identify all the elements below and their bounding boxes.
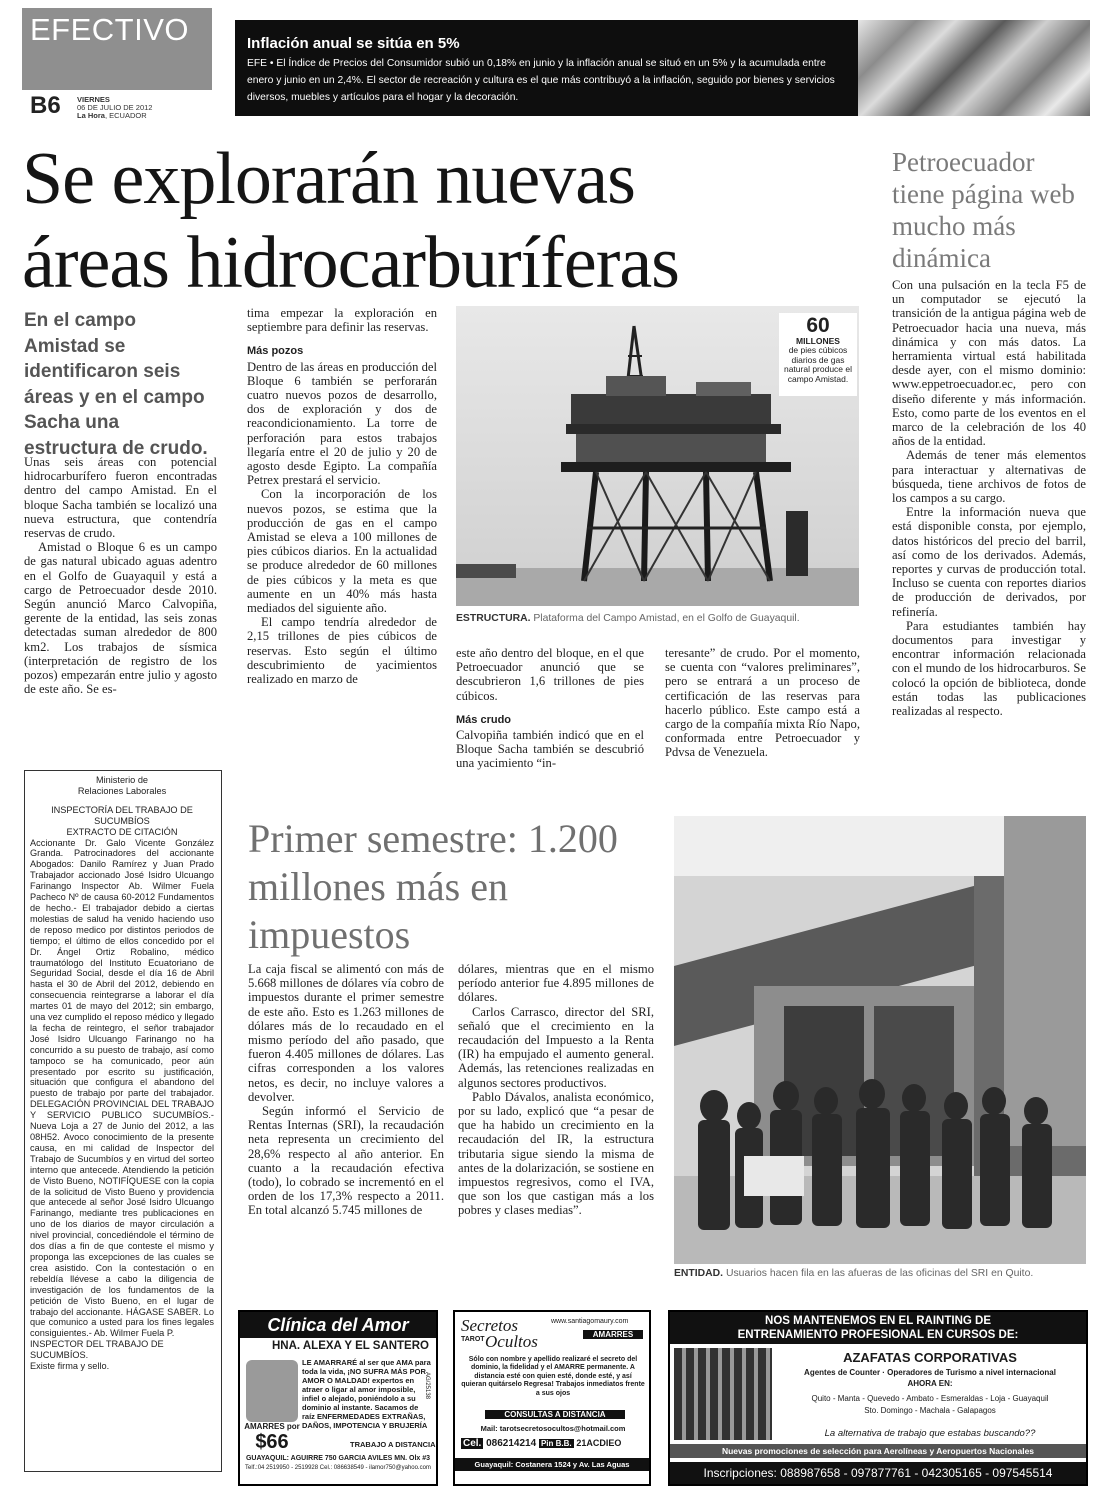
stat-text: de pies cúbicos diarios de gas natural produce el campo Amistad. bbox=[783, 345, 853, 384]
ad1-title: Clínica del Amor bbox=[267, 1315, 409, 1335]
ad3-cities-2: Sto. Domingo - Machala - Galapagos bbox=[864, 1406, 996, 1415]
ad1-address: GUAYAQUIL: AGUIRRE 750 GARCIA AVILES MN. Olx #3 bbox=[245, 1455, 431, 1462]
caption-label: ENTIDAD. bbox=[674, 1268, 724, 1279]
ad2-pin-label: Pin B.B. bbox=[540, 1439, 572, 1448]
stat-unit: MILLONES bbox=[796, 336, 840, 346]
legal-subtitle: EXTRACTO DE CITACIÓN bbox=[66, 826, 178, 837]
paragraph: Carlos Carrasco, director del SRI, señaló que el crecimiento en la recaudación del Impuesto a la Renta (IR) ha empujado el aumento general. Además, las retenciones realizadas en algunos sectores productivos. bbox=[458, 1004, 654, 1090]
photo-caption bbox=[456, 613, 860, 624]
paragraph: tima empezar la exploración en septiembre para definir las reservas. bbox=[247, 306, 437, 335]
paragraph: Con la incorporación de los nuevos pozos, se estima que la producción de gas en el campo Amistad se eleva a 100 millones de pies cúbicos diarios. En la actualidad se produce alrededor de 60 millones de pies cúbicos y la meta es que aumente en un 40% más hasta mediados del siguiente año. bbox=[247, 487, 437, 616]
caption-text: Usuarios hacen fila en las afueras de las oficinas del SRI en Quito. bbox=[723, 1268, 1034, 1279]
paragraph: Pablo Dávalos, analista económico, por su lado, explicó que “a pesar de que ha habido un crecimiento en la recaudación del IR, la estructura tributaria sigue siendo la misma de antes de la dolarización, se sostiene en impuestos regresivos, como el IVA, que son los que castigan más a los pobres y clases medias”. bbox=[458, 1089, 654, 1218]
date: 06 DE JULIO DE 2012 bbox=[77, 103, 153, 112]
country: , ECUADOR bbox=[104, 111, 147, 120]
main-headline bbox=[22, 137, 862, 305]
ad-clinica-del-amor bbox=[238, 1310, 438, 1486]
subhead-mas-pozos: Más pozos bbox=[247, 345, 304, 358]
ad2-contact-row bbox=[461, 1438, 645, 1449]
sri-queue-illustration bbox=[674, 816, 1086, 1264]
side-story-body bbox=[892, 278, 1086, 718]
tax-column-1 bbox=[248, 962, 444, 1218]
paragraph: El campo tendría alrededor de 2,15 trillones de pies cúbicos de reservas. Esto según el último descubrimiento de yacimientos realizado en marzo de bbox=[247, 615, 437, 687]
caption-label: ESTRUCTURA. bbox=[456, 613, 531, 624]
ad2-cel: 086214214 bbox=[486, 1438, 537, 1449]
stat-callout bbox=[779, 313, 857, 396]
headline-line-2: áreas hidrocarburíferas bbox=[22, 222, 679, 304]
page-number: B6 bbox=[30, 92, 61, 119]
side-paragraph: Entre la información nueva que está disponible consta, por ejemplo, datos históricos del precio del barril, así como de los derivados. Además, reportes y curvas de producción total. Incluso se cuenta con reportes diarios de producción de derivados, por refinería. bbox=[892, 505, 1086, 619]
ad2-pin: 21ACDIEO bbox=[576, 1438, 622, 1448]
paragraph: Según informó el Servicio de Rentas Internas (SRI), la recaudación neta representa un crecimiento del 28,6% respecto al año anterior. En cuanto a la recaudación efectiva (todo), lo cobrado se incrementó en el orden de los 17,3% respecto a 2011. En total alcanzó 5.745 millones de bbox=[248, 1104, 444, 1218]
ad-azafatas bbox=[668, 1310, 1088, 1486]
ad3-cities-1: Quito - Manta - Quevedo - Ambato - Esmeraldas - Loja - Guayaquil bbox=[811, 1394, 1049, 1403]
banner-title: Inflación anual se sitúa en 5% bbox=[247, 35, 460, 52]
headline-line-1: Se explorarán nuevas bbox=[22, 138, 635, 220]
legal-notice bbox=[30, 775, 214, 1372]
ad2-title-line2: Ocultos bbox=[485, 1332, 538, 1351]
ad1-price: $66 bbox=[255, 1431, 289, 1453]
side-paragraph: Con una pulsación en la tecla F5 de un computador se ejecutó la transición de la antigua página web de Petroecuador hacia una nueva, más dinámica y con más datos. La herramienta virtual está habilitada desde ayer, con el mismo dominio: www.eppetroecuador.ec, pero con diseño diferente y más información. Esto, como parte de los eventos en el marco de la celebración de los 40 años de la entidad. bbox=[892, 278, 1086, 449]
ad1-footer: TRABAJO A DISTANCIA bbox=[350, 1440, 436, 1449]
main-column-2 bbox=[247, 306, 437, 686]
paper-name: La Hora bbox=[77, 111, 105, 120]
legal-body: Accionante Dr. Galo Vicente González Granda. Patrocinadores del accionante Abogados: Danilo Ramírez y Juan Prado Trabajador accionado José Isidro Ulcuango Farinango Inspector Ab. Wilmer Fuela Pacheco Nº de causa 60-2012 Fundamentos de hecho.- El trabajador debido a ciertas molestias de salud ha venido haciendo uso de reposo medico por distintos periodos de tiempo; el último de ellos concedido por el Dr. Ángel Ortiz Robalino, médico traumatólogo del Instituto Ecuatoriano de Seguridad Social, desde el día 16 de Abril hasta el 30 de Abril del 2012, debiendo en consecuencia reintegrarse a laborar el día martes 01 de mayo del 2012; sin embargo, una vez cumplido el reposo médico y llegado la fecha de reintegro, el señor trabajador José Isidro Ulcuango Farinango no ha concurrido a su puesto de trabajo, así como tampoco se ha comunicado, peor aún presentado por escrito su justificación, situación que configura el abandono del puesto de trabajo por parte del trabajador. DELEGACIÓN PROVINCIAL DEL TRABAJO Y SERVICIO PUBLICO SUCUMBÍOS.- Nueva Loja a 27 de Junio del 2012, a las 08H52. Avoco conocimiento de la presente causa, en mi calidad de Inspector del Trabajo de Sucumbíos y en virtud del sorteo interno que antecede. Atendiendo la petición de Visto Bueno, NOTIFÍQUESE con la copia de la solicitud de Visto Bueno y providencia que antecede al señor José Isidro Ulcuango Farinango, mediante tres publicaciones en uno de los diarios de mayor circulación a nivel provincial, concediéndole el término de dos días a fin de que conteste el mismo y proponga las excepciones de las cuales se crea asistido. Con la contestación o en rebeldía llévese a cabo la diligencia de investigación de los fundamentos de la petición de Visto Bueno, en el lugar de trabajo del accionante. HÁGASE SABER. Lo que comunico a usted para los fines legales consiguientes.- Ab. Wilmer Fuela P. bbox=[30, 837, 214, 1339]
paragraph: Calvopiña también indicó que en el Bloque Sacha también se descubrió una yacimiento “in- bbox=[456, 728, 644, 771]
ad3-head-line1: NOS MANTENEMOS EN EL RAINTING DE bbox=[765, 1315, 991, 1327]
paragraph: Unas seis áreas con potencial hidrocarburífero fueron encontradas dentro del campo Amistad. En el bloque Sacha también se localizó una nueva estructura, que contendría reservas de crudo. bbox=[24, 455, 217, 541]
tax-headline: Primer semestre: 1.200 millones más en impuestos bbox=[248, 816, 618, 957]
paragraph: este año dentro del bloque, en el que Petroecuador anunció que se descubrieron 1,6 trillones de pies cúbicos. bbox=[456, 646, 644, 703]
ad1-price-label: AMARRES por bbox=[244, 1422, 300, 1431]
ad3-header bbox=[670, 1312, 1086, 1344]
main-column-1 bbox=[24, 455, 217, 696]
ad1-sub: HNA. ALEXA Y EL SANTERO bbox=[272, 1340, 429, 1352]
ad1-text: LE AMARRARÉ al ser que AMA para toda la vida, ¡NO SUFRA MÁS POR AMOR O MALDAD! expertos en atraer o ligar al amor imposible, infiel o alejado, poniéndolo a su dominio al instante. Sacamos de raíz ENFERMEDADES EXTRAÑAS, DAÑOS, IMPOTENCIA Y BRUJERÍA bbox=[302, 1358, 431, 1430]
photo-caption bbox=[674, 1268, 1086, 1279]
ad3-phones: Inscripciones: 088987658 - 097877761 - 042305165 - 097545514 bbox=[670, 1462, 1086, 1484]
main-column-4 bbox=[665, 646, 860, 760]
ad2-address: Guayaquil: Costanera 1524 y Av. Las Aguas bbox=[455, 1458, 649, 1471]
ad2-consult: CONSULTAS A DISTANCIA bbox=[485, 1410, 625, 1419]
ad2-tag-tarot: TAROT bbox=[461, 1336, 485, 1343]
paragraph: Amistad o Bloque 6 es un campo de gas natural ubicado aguas adentro en el Golfo de Guayaquil y está a cargo de Petroecuador desde 2010. Según anunció Marco Calvopiña, gerente de la entidad, las seis zonas detectadas suman alrededor de 800 km2. Los trabajos de sísmica (interpretación de registro de los pozos) empezarán entre julio y agosto de este año. Se es- bbox=[24, 540, 217, 697]
banknotes-photo bbox=[858, 20, 1090, 116]
sri-queue-photo bbox=[674, 816, 1086, 1264]
subhead-mas-crudo: Más crudo bbox=[456, 713, 512, 726]
ad3-group-photo bbox=[674, 1348, 772, 1440]
ad3-sub: Agentes de Counter · Operadores de Turismo a nivel internacional bbox=[804, 1368, 1056, 1377]
paper-location bbox=[77, 112, 152, 120]
ad1-phones: Telf.:04 2519950 - 2519928 Cel.: 086638549 - ilamor750@yahoo.com bbox=[245, 1465, 431, 1471]
ad2-title-line1: Secretos bbox=[461, 1316, 518, 1335]
tax-column-2 bbox=[458, 962, 654, 1218]
banner-text: EFE • El Índice de Precios del Consumidor subió un 0,18% en junio y la inflación anual se situó en un 5% y la acumulada entre enero y junio en un 2,4%. El sector de recreación y cultura es el que más contribuyó a la inflación, seguido por bienes y servicios diversos, muebles y artículos para el hogar y la decoración. bbox=[247, 58, 835, 103]
ad3-question: La alternativa de trabajo que estabas buscando?? bbox=[824, 1428, 1036, 1439]
paragraph: La caja fiscal se alimentó con más de 5.668 millones de dólares vía cobro de impuestos durante el primer semestre de este año. Esto es 1.263 millones de dólares más de lo recaudado en el mismo período del año pasado, que fueron 4.405 millones de dólares. Las cifras corresponden a los valores netos, es decir, no incluye valores a devolver. bbox=[248, 962, 444, 1104]
paragraph: dólares, mientras que en el mismo período anterior fue 4.895 millones de dólares. bbox=[458, 962, 654, 1005]
main-column-3 bbox=[456, 646, 644, 771]
section-title: EFECTIVO bbox=[30, 12, 190, 47]
side-paragraph: Para estudiantes también hay documentos para investigar y encontrar información relacionada con el mundo de los hidrocarburos. Se colocó la opción de biblioteca, donde están todas las publicaciones realizadas al respecto. bbox=[892, 618, 1086, 719]
legal-org: Ministerio de Relaciones Laborales bbox=[77, 775, 167, 796]
ad2-text: Sólo con nombre y apellido realizaré el secreto del dominio, la fidelidad y el AMARRE permanente. A distancia esté con quien esté, donde esté, y así quieran quitárselo Regresa! Trabajos inmediatos frente a sus ojos bbox=[461, 1356, 645, 1397]
day: VIERNES bbox=[77, 95, 110, 104]
ad1-title-bar bbox=[240, 1312, 436, 1338]
side-paragraph: Además de tener más elementos para interactuar y alternativas de búsqueda, tiene archivos de fotos de los campos a su cargo. bbox=[892, 448, 1086, 506]
ad2-tag-amarres: AMARRES bbox=[583, 1330, 643, 1339]
legal-title: INSPECTORÍA DEL TRABAJO DE SUCUMBÍOS bbox=[51, 804, 193, 826]
ad3-now: AHORA EN: bbox=[907, 1379, 953, 1388]
lede: En el campo Amistad se identificaron seis áreas y en el campo Sacha una estructura de crudo. bbox=[24, 310, 208, 459]
ad-secretos-ocultos bbox=[453, 1310, 651, 1486]
legal-signature: INSPECTOR DEL TRABAJO DE SUCUMBÍOS. bbox=[30, 1339, 164, 1361]
paragraph: Dentro de las áreas en producción del Bloque 6 también se perforarán cuatro nuevos pozos de desarrollo, dos de exploración y dos de reacondicionamiento. La torre de perforación para estos trabajos llegaría entre el 20 de julio y 20 de agosto desde Egipto. La compañía Petrex prestará el servicio. bbox=[247, 359, 437, 488]
ad3-promo: Nuevas promociones de selección para Aerolíneas y Aeropuertos Nacionales bbox=[670, 1444, 1086, 1458]
ad1-code: AG/25138 bbox=[424, 1372, 430, 1400]
ad2-cel-label: Cel. bbox=[463, 1438, 482, 1449]
ad3-head-line2: ENTRENAMIENTO PROFESIONAL EN CURSOS DE: bbox=[737, 1329, 1019, 1341]
ad2-mail: Mail: tarotsecretosocultos@hotmail.com bbox=[480, 1424, 626, 1433]
ad1-portrait bbox=[246, 1360, 298, 1422]
ad3-title: AZAFATAS CORPORATIVAS bbox=[843, 1350, 1017, 1365]
ad2-web: www.santiagomaury.com bbox=[551, 1318, 629, 1325]
dateline bbox=[77, 96, 152, 120]
paragraph: teresante” de crudo. Por el momento, se cuenta con “valores preliminares”, pero se entrará a un proceso de certificación de las reservas para hacerlo público. Este campo está a cargo de la compañía mixta Río Napo, conformada entre Petroecuador y Pdvsa de Venezuela. bbox=[665, 646, 860, 760]
caption-text: Plataforma del Campo Amistad, en el Golfo de Guayaquil. bbox=[530, 613, 800, 624]
stat-number: 60 bbox=[806, 314, 830, 337]
side-headline: Petroecuador tiene página web mucho más dinámica bbox=[892, 147, 1075, 273]
legal-closing: Existe firma y sello. bbox=[30, 1361, 110, 1372]
